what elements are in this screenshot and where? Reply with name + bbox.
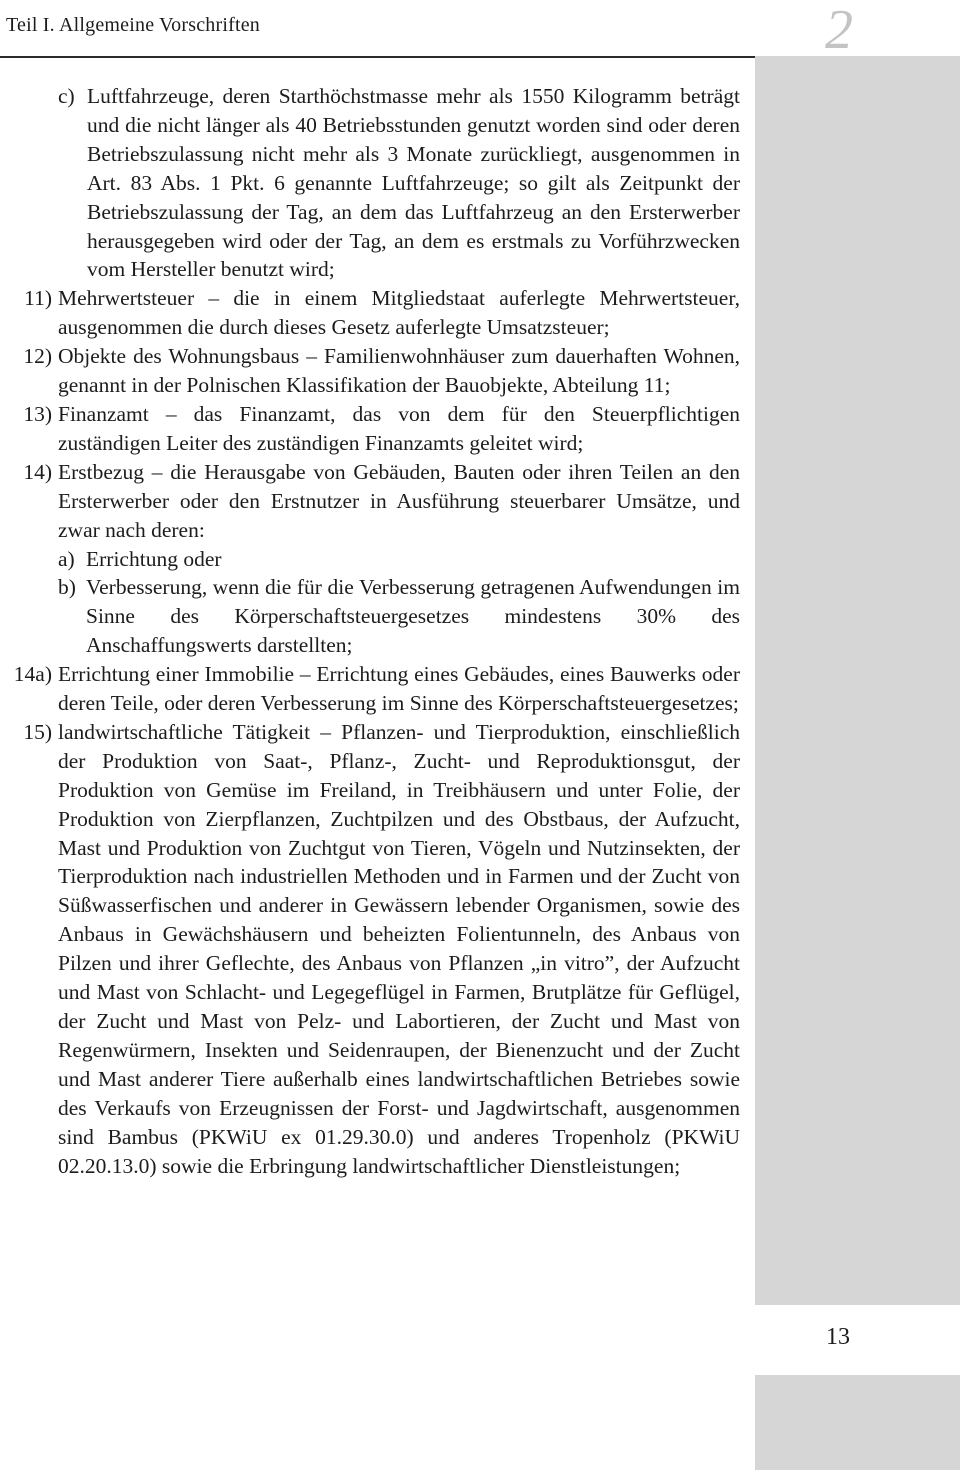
list-item-11 — [0, 284, 740, 342]
list-item-14a — [0, 660, 740, 718]
sub-item-text: Verbesserung, wenn die für die Verbesserung getragenen Aufwendungen im Sinne des Körperschaftsteuergesetzes mindestens 30% des Anschaffungswerts darstellten; — [86, 575, 740, 658]
page-number-box — [755, 1305, 960, 1375]
item-label: 12) — [23, 344, 52, 369]
item-label: 14) — [23, 459, 52, 484]
sub-item-b — [58, 573, 740, 660]
item-text: Finanzamt – das Finanzamt, das von dem für den Steuerpflichtigen zuständigen Leiter des zuständigen Finanzamts geleitet wird; — [58, 401, 740, 455]
list-item-14 — [0, 458, 740, 660]
list-item-c — [58, 82, 740, 284]
item-text: Objekte des Wohnungsbaus – Familienwohnhäuser zum dauerhaften Wohnen, genannt in der Polnischen Klassifikation der Bauobjekte, Abteilung 11; — [58, 344, 740, 398]
item-text: Luftfahrzeuge, deren Starthöchstmasse mehr als 1550 Kilogramm beträgt und die nicht länger als 40 Betriebsstunden genutzt worden sind oder deren Betriebszulassung nicht mehr als 3 Monate zurückliegt, ausgenommen in Art. 83 Abs. 1 Pkt. 6 genannte Luftfahrzeuge; so gilt als Zeitpunkt der Betriebszulassung der Tag, an dem das Luftfahrzeug an den Ersterwerber herausgegeben wird oder der Tag, an dem es erstmals zu Vorführzwecken vom Hersteller benutzt wird; — [87, 84, 740, 282]
sub-item-label: b) — [58, 575, 76, 600]
list-item-13 — [0, 400, 740, 458]
header-rule — [0, 56, 755, 58]
side-margin-strip — [755, 56, 960, 1470]
item-label: 11) — [24, 286, 52, 311]
document-body — [0, 82, 740, 1180]
item-text: Errichtung einer Immobilie – Errichtung eines Gebäudes, eines Bauwerks oder deren Teile, oder deren Verbesserung im Sinne des Körperschaftsteuergesetzes; — [58, 662, 740, 716]
item-text: Mehrwertsteuer – die in einem Mitgliedstaat auferlegte Mehrwertsteuer, ausgenommen die durch dieses Gesetz auferlegte Umsatzsteuer; — [58, 286, 740, 340]
part-title: Teil I. Allgemeine Vorschriften — [6, 14, 261, 36]
item-label: c) — [58, 84, 75, 108]
item-label: 14a) — [13, 662, 52, 687]
margin-top-blank — [755, 0, 960, 56]
sub-item-text: Errichtung oder — [86, 546, 222, 571]
list-item-12 — [0, 342, 740, 400]
sub-item-a — [58, 545, 740, 574]
item-label: 13) — [23, 401, 52, 426]
item-text: landwirtschaftliche Tätigkeit – Pflanzen- und Tierproduktion, einschließlich der Produktion von Saat-, Pflanz-, Zucht- und Reproduktionsgut, der Produktion von Gemüse im Freiland, in Treibhäusern und unter Folie, der Produktion von Zierpflanzen, Zuchtpilzen und des Obstbaus, der Aufzucht, Mast und Produktion von Zuchtgut von Tieren, Vögeln und Nutzinsekten, der Tierproduktion nach industriellen Methoden und in Farmen und der Zucht von Süßwasserfischen und anderer in Gewässern lebender Organismen, sowie des Anbaus in Gewächshäusern und beheizten Folientunneln, des Anbaus von Pilzen und ihrer Geflechte, des Anbaus von Pflanzen „in vitro”, der Aufzucht und Mast von Schlacht- und Legegeflügel in Farmen, Brutplätze für Geflügel, der Zucht und Mast von Pelz- und Labortieren, der Zucht und Mast von Regenwürmern, Insekten und Seidenraupen, der Bienenzucht und der Zucht und Mast anderer Tiere außerhalb eines landwirtschaftlichen Betriebes sowie des Verkaufs von Erzeugnissen der Forst- und Jagdwirtschaft, ausgenommen sind Bambus (PKWiU ex 01.29.30.0) und anderes Tropenholz (PKWiU 02.20.13.0) sowie die Erbringung landwirtschaftlicher Dienstleistungen; — [58, 719, 740, 1178]
item-label: 15) — [23, 719, 52, 744]
chapter-number: 2 — [825, 0, 853, 61]
item-text: Erstbezug – die Herausgabe von Gebäuden, Bauten oder ihren Teilen an den Ersterwerber oder den Erstnutzer in Ausführung steuerbarer Umsätze, und zwar nach deren: — [58, 459, 740, 542]
list-item-15 — [0, 718, 740, 1181]
sub-item-label: a) — [58, 546, 75, 571]
page-number: 13 — [826, 1324, 850, 1350]
